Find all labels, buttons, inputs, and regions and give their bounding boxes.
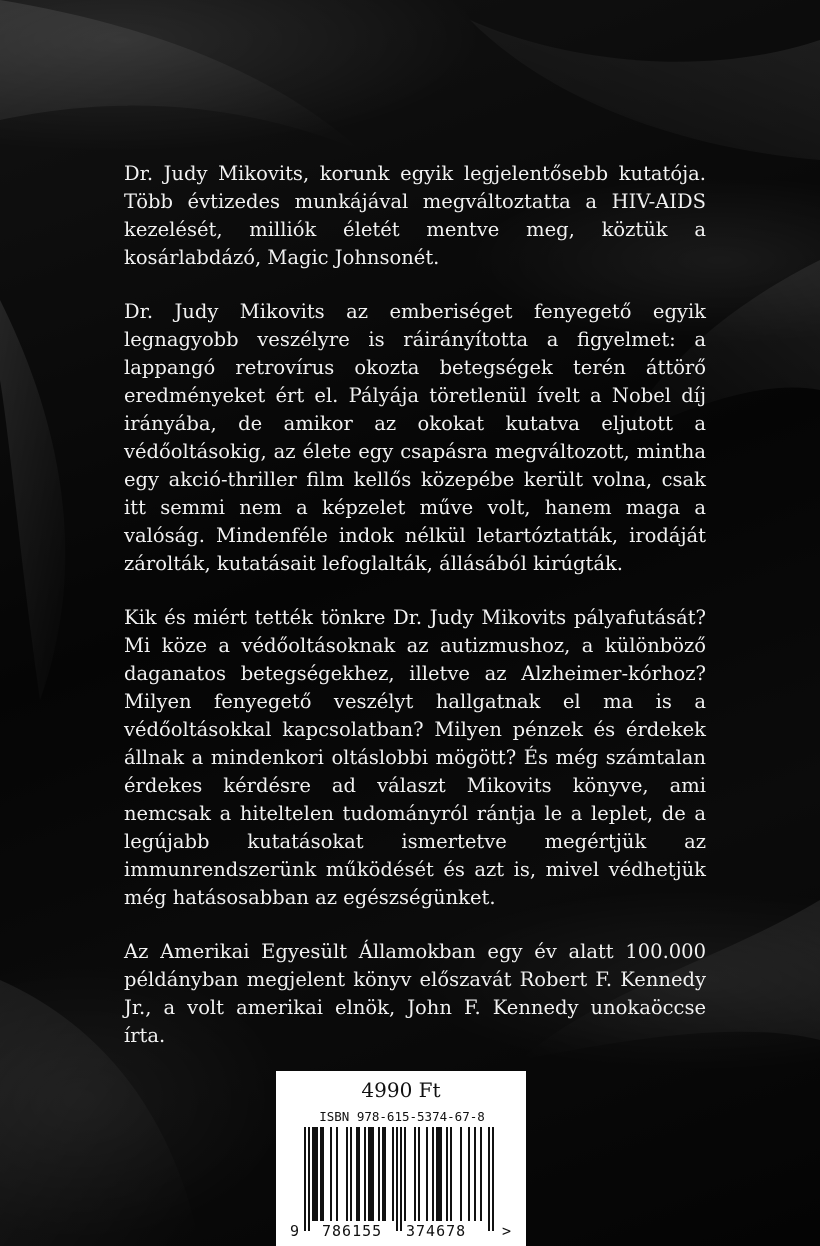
blurb-paragraph: Dr. Judy Mikovits az emberiséget fenyegető egyik legnagyobb veszélyre is ráirányította a figyelmet: a lappangó retrovírus okozta betegségek terén áttörő eredményeket ért el. Pályája töretlenül ívelt a Nobel díj irányába, de amikor az okokat kutatva eljutott a védőoltásokig, az élete egy csapásra megváltozott, mintha egy akció-thriller film kellős közepébe került volna, csak itt semmi nem a képzelet műve volt, hanem maga a valóság. Mindenféle indok nélkül letartóztatták, irodáját zárolták, kutatásait lefoglalták, állásából kirúgták. [124, 300, 706, 575]
barcode-bar [492, 1127, 494, 1231]
fold-top-left [0, 0, 360, 150]
barcode-digits-left: 786155 [322, 1222, 383, 1240]
blurb-paragraph: Az Amerikai Egyesült Államokban egy év alatt 100.000 példányban megjelent könyv előszavát Robert F. Kennedy Jr., a volt amerikai elnök, John F. Kennedy unokaöccse írta. [124, 940, 706, 1047]
barcode-bar [312, 1127, 314, 1221]
barcode-bar [370, 1127, 372, 1221]
barcode-digits-right: 374678 [406, 1222, 467, 1240]
barcode-bar [330, 1127, 332, 1221]
barcode-bar [404, 1127, 406, 1221]
barcode-bar [440, 1127, 442, 1221]
blurb-paragraph: Kik és miért tették tönkre Dr. Judy Mikovits pályafutását? Mi köze a védőoltásoknak az autizmushoz, a különböző daganatos betegségekhez, illetve az Alzheimer-kórhoz? Milyen fenyegető veszélyt hallgatnak el ma is a védőoltásokkal kapcsolatban? Milyen pénzek és érdekek állnak a mindenkori oltáslobbi mögött? És még számtalan érdekes kérdésre ad választ Mikovits könyve, ami nemcsak a hiteltelen tudományról rántja le a leplet, de a legújabb kutatásokat ismertetve megértjük az immunrendszerünk működését és azt is, mivel védhetjük még hatásosabban az egészségünket. [124, 606, 706, 909]
barcode-bar [436, 1127, 438, 1221]
barcode-bar [336, 1127, 338, 1221]
barcode-bar [396, 1127, 398, 1231]
fold-top-right [470, 20, 820, 160]
barcode-bar [316, 1127, 318, 1221]
barcode-bar [488, 1127, 490, 1231]
barcode-bar [438, 1127, 440, 1221]
isbn-number: ISBN 978-615-5374-67-8 [319, 1109, 485, 1124]
barcode-bar [426, 1127, 428, 1221]
price: 4990 Ft [361, 1078, 441, 1102]
barcode-bar [384, 1127, 386, 1221]
barcode-bar [320, 1127, 322, 1221]
barcode-bar [364, 1127, 366, 1221]
barcode-bar [314, 1127, 316, 1221]
barcode-bar [350, 1127, 352, 1221]
barcode-bar [356, 1127, 358, 1221]
barcode-bar [358, 1127, 360, 1221]
barcode-bar [446, 1127, 448, 1221]
barcode-bar [432, 1127, 434, 1221]
barcode-bar [468, 1127, 470, 1221]
barcode-label [276, 1071, 526, 1246]
barcode-bar [378, 1127, 380, 1221]
barcode-bar [382, 1127, 384, 1221]
barcode-bar [460, 1127, 462, 1221]
barcode-bar [308, 1127, 310, 1231]
barcode-bar [474, 1127, 476, 1221]
barcode-bar [450, 1127, 452, 1221]
barcode-bar [322, 1127, 324, 1221]
barcode-bar [480, 1127, 482, 1221]
barcode-bar [418, 1127, 420, 1221]
barcode-bar [392, 1127, 394, 1221]
blurb-paragraph: Dr. Judy Mikovits, korunk egyik legjelentősebb kutatója. Több évtizedes munkájával megváltoztatta a HIV-AIDS kezelését, milliók életét mentve meg, köztük a kosárlabdázó, Magic Johnsonét. [124, 162, 706, 269]
barcode-bar [372, 1127, 374, 1221]
barcode-bar [400, 1127, 402, 1231]
barcode-digit-lead: 9 [290, 1222, 300, 1240]
barcode-bar [346, 1127, 348, 1221]
barcode-icon [294, 1127, 508, 1231]
fold-left-diag [0, 300, 65, 700]
barcode-bar [414, 1127, 416, 1221]
barcode-bar [368, 1127, 370, 1221]
barcode-arrow: > [502, 1222, 512, 1240]
blurb-text [124, 160, 706, 1076]
barcode-bar [304, 1127, 306, 1231]
